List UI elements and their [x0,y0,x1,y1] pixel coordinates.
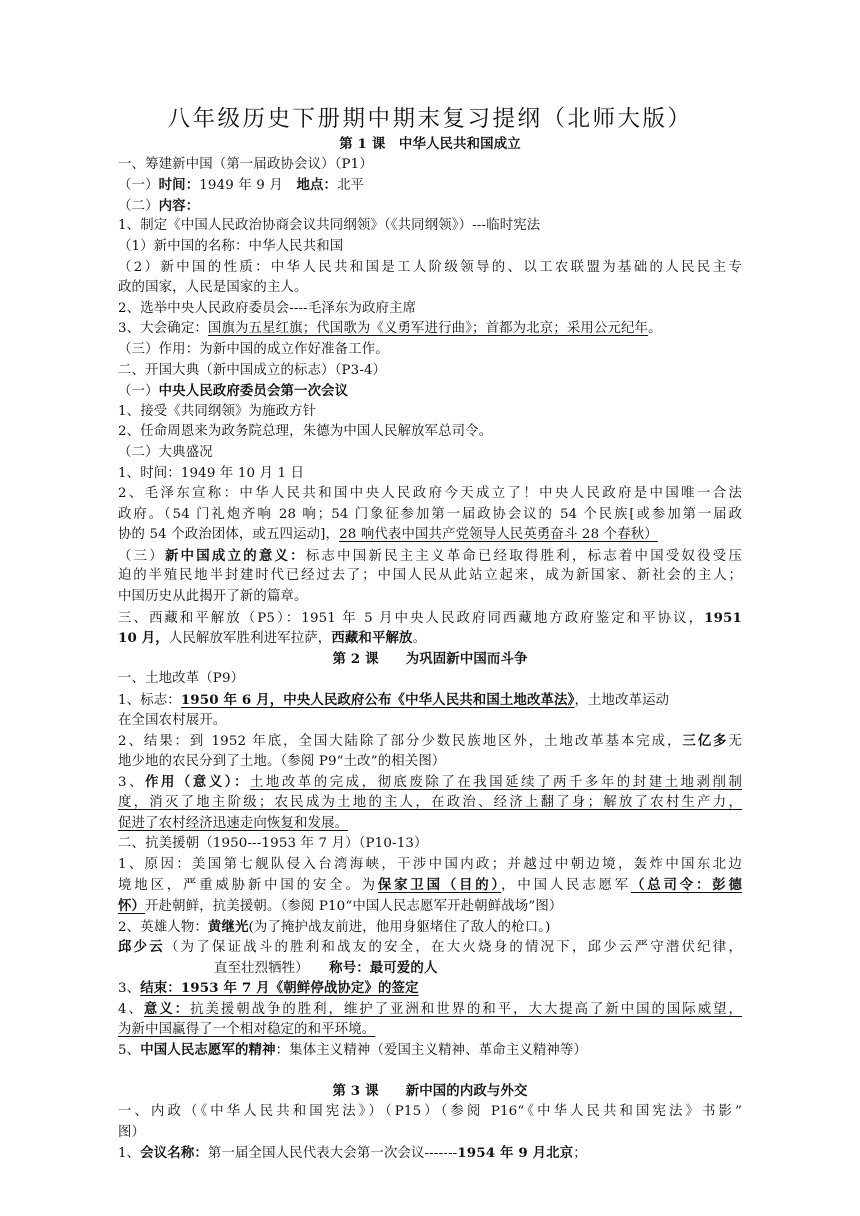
lesson-1-heading: 第 1 课 中华人民共和国成立 [339,136,521,152]
line-text: 4、意义：抗美援朝战争的胜利，维护了亚洲和世界的和平，大大提高了新中国的国际威望， [118,1000,742,1017]
line-text: 协的 54 个政治团体，或五四运动]，28 响代表中国共产党领导人民英勇奋斗 28 个春秋） [118,527,658,543]
line-text: 三、西藏和平解放（P5）：1951 年 5 月中央人民政府同西藏地方政府鉴定和平协议，1951 [118,609,742,626]
line-text: 怀）开赴朝鲜，抗美援朝。（参阅 P10“中国人民志愿军开赴朝鲜战场”图） [118,897,563,914]
blank-line [118,1061,742,1082]
line-text: 地少地的农民分到了土地。（参阅 P9“土改”的相关图） [118,753,446,769]
line-text: （三）作用：为新中国的成立作好准备工作。 [118,341,389,357]
line-text: 2、毛泽东宣称：中华人民共和国中央人民政府今天成立了！中央人民政府是中国唯一合法 [118,486,742,502]
line-text: 直至壮烈牺牲） 称号：最可爱的人 [214,959,438,976]
line-text: 邱少云（为了保证战斗的胜利和战友的安全，在大火烧身的情况下，邱少云严守潜伏纪律， [118,939,742,956]
line-text: 10 月，人民解放军胜利进军拉萨，西藏和平解放。 [118,630,427,647]
line-text: 2、选举中央人民政府委员会----毛泽东为政府主席 [118,300,417,316]
line-text: 1、标志：1950 年 6 月，中央人民政府公布《中华人民共和国土地改革法》，土地改革运动 [118,692,670,709]
line-text: （一）时间：1949 年 9 月 地点：北平 [118,177,365,194]
line-text: （三）新中国成立的意义：标志中国新民主主义革命已经取得胜利，标志着中国受奴役受压 [118,547,742,564]
line-text: 图） [118,1124,146,1140]
line-text: 2、英雄人物：黄继光(为了掩护战友前进，他用身躯堵住了敌人的枪口。) [118,918,551,935]
line-text: 1、原因：美国第七舰队侵入台湾海峡，干涉中国内政；并越过中朝边境，轰炸中国东北边 [118,856,742,872]
line-text: 1、会议名称：第一届全国人民代表大会第一次会议-------1954 年 9 月北京； [118,1145,587,1162]
document-title: 八年级历史下册期中期末复习提纲（北师大版） [167,106,693,132]
line-text: 2、结果：到 1952 年底，全国大陆除了部分少数民族地区外，土地改革基本完成，三亿多无 [118,733,743,750]
line-text: （二）大典盛况 [118,444,213,460]
line-text: 3、大会确定：国旗为五星红旗；代国歌为《义勇军进行曲》；首都为北京；采用公元纪年。 [118,321,662,337]
line-text: 促进了农村经济迅速走向恢复和发展。 [118,815,349,831]
line-text: 一、内政（《中华人民共和国宪法》）（P15）（参阅 P16“《中华人民共和国宪法》书影” [118,1103,742,1119]
line-text: 二、开国大典（新中国成立的标志）（P3-4） [118,362,387,378]
line-text: 1、时间：1949 年 10 月 1 日 [118,465,305,481]
line-text: 中国历史从此揭开了新的篇章。 [118,589,308,605]
document-body [118,134,742,1164]
line-text: （二）内容： [118,197,200,214]
line-text: 3、结束：1953 年 7 月《朝鲜停战协定》的签定 [118,980,419,997]
line-text: 二、抗美援朝（1950---1953 年 7 月）（P10-13） [118,836,428,852]
line-text: 一、土地改革（P9） [118,671,245,687]
line-text: 政府。（54 门礼炮齐响 28 响；54 门象征参加第一届政协会议的 54 个民族[或参加第一届政 [118,506,742,522]
line-text: 为新中国赢得了一个相对稳定的和平环境。 [118,1021,376,1037]
line-text: （2）新中国的性质：中华人民共和国是工人阶级领导的、以工农联盟为基础的人民民主专 [118,259,742,275]
line-text: 5、中国人民志愿军的精神：集体主义精神（爱国主义精神、革命主义精神等） [118,1042,588,1059]
line-text: 一、筹建新中国（第一届政协会议）（P1） [118,156,373,172]
line-text: 1、接受《共同纲领》为施政方针 [118,403,317,419]
line-text: （一）中央人民政府委员会第一次会议 [118,383,349,400]
line-text: 迫的半殖民地半封建时代已经过去了；中国人民从此站立起来，成为新国家、新社会的主人； [118,568,742,584]
line-text: 政的国家，人民是国家的主人。 [118,280,308,296]
lesson-3-heading: 第 3 课 新中国的内政与外交 [332,1083,528,1100]
line-text: 境地区，严重威胁新中国的安全。为保家卫国（目的），中国人民志愿军（总司令：彭德 [118,877,743,894]
line-text: 2、任命周恩来为政务院总理，朱德为中国人民解放军总司令。 [118,424,493,440]
line-text: （1）新中国的名称：中华人民共和国 [118,238,344,254]
line-text: 在全国农村展开。 [118,712,227,728]
line-text: 3、作用（意义）：土地改革的完成，彻底废除了在我国延续了两千多年的封建土地剥削制 [118,774,742,791]
lesson-2-heading: 第 2 课 为巩固新中国而斗争 [332,650,528,667]
line-text: 1、制定《中国人民政治协商会议共同纲领》（《共同纲领》）---临时宪法 [118,218,541,234]
line-text: 度，消灭了地主阶级；农民成为土地的主人，在政治、经济上翻了身；解放了农村生产力， [118,795,742,810]
